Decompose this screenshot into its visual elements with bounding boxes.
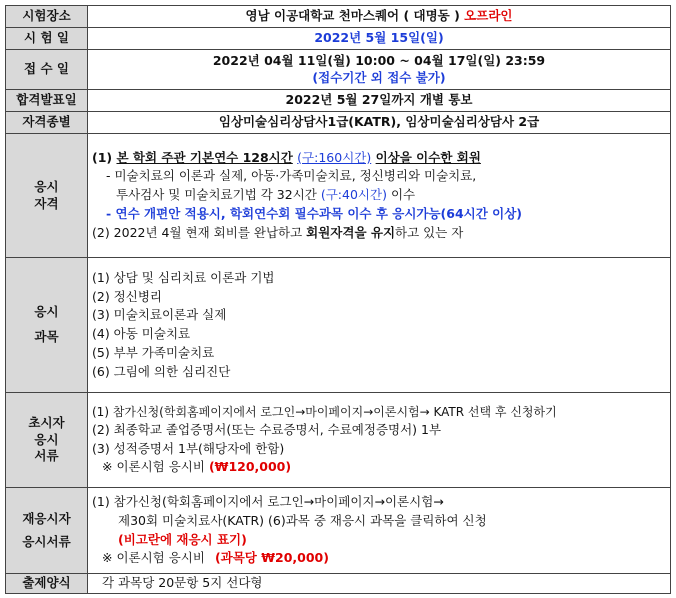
eligibility-item-1: (1) 본 학회 주관 기본연수 128시간 (구:160시간) 이상을 이수한 회원 <box>92 149 481 165</box>
retake-docs-line-2: 제30회 미술치료사(KATR) (6)과목 중 재응시 과목을 클릭하여 신청 <box>118 512 487 528</box>
eligibility-label: 응시 자격 <box>6 134 88 258</box>
first-docs-fee: ※ 이론시험 응시비 (₩120,000) <box>102 459 292 475</box>
application-value <box>88 50 671 90</box>
row-subjects <box>6 258 671 393</box>
row-eligibility <box>6 134 671 258</box>
eligibility-content <box>88 134 671 258</box>
retake-docs-line-1: (1) 참가신청(학회홈페이지에서 로그인→마이페이지→이론시험→ <box>92 494 444 509</box>
row-announcement <box>6 90 671 112</box>
venue-text: 영남 이공대학교 천마스퀘어 ( 대명동 ) <box>245 8 460 24</box>
exam-date-value: 2022년 5월 15일(일) <box>88 28 671 50</box>
eligibility-sub-1a: - 미술치료의 이론과 실제, 아동·가족미술치료, 정신병리와 미술치료, <box>106 168 477 184</box>
first-docs-item: (1) 참가신청(학회홈페이지에서 로그인→마이페이지→이론시험→ KATR 선택 후 신청하기 <box>92 404 557 419</box>
first-docs-label: 초시자 응시 서류 <box>6 393 88 488</box>
venue-label: 시험장소 <box>6 6 88 28</box>
first-docs-content <box>88 393 671 488</box>
retake-docs-content <box>88 488 671 574</box>
first-docs-item: (3) 성적증명서 1부(해당자에 한함) <box>92 440 285 456</box>
row-cert-type <box>6 112 671 134</box>
subject-item: (1) 상담 및 심리치료 이론과 기법 <box>92 269 275 285</box>
row-first-docs <box>6 393 671 488</box>
retake-docs-note: (비고란에 재응시 표기) <box>118 531 247 547</box>
exam-info-table <box>5 5 671 594</box>
exam-date-label: 시 험 일 <box>6 28 88 50</box>
subject-item: (3) 미술치료이론과 실제 <box>92 307 227 323</box>
application-note: (접수기간 외 접수 불가) <box>312 69 446 85</box>
format-value: 각 과목당 20문항 5지 선다형 <box>88 574 671 594</box>
subject-item: (4) 아동 미술치료 <box>92 326 191 341</box>
eligibility-sub-2: - 연수 개편안 적용시, 학회연수회 필수과목 이수 후 응시가능(64시간 이상) <box>106 205 523 221</box>
row-venue <box>6 6 671 28</box>
cert-type-label: 자격종별 <box>6 112 88 134</box>
retake-docs-label: 재응시자 응시서류 <box>6 488 88 574</box>
eligibility-sub-1b: 투사검사 및 미술치료기법 각 32시간 (구:40시간) 이수 <box>116 187 416 203</box>
subject-item: (5) 부부 가족미술치료 <box>92 344 215 360</box>
subject-item: (6) 그림에 의한 심리진단 <box>92 363 231 379</box>
subject-item: (2) 정신병리 <box>92 288 162 304</box>
cert-type-value: 임상미술심리상담사1급(KATR), 임상미술심리상담사 2급 <box>88 112 671 134</box>
announcement-label: 합격발표일 <box>6 90 88 112</box>
eligibility-item-2: (2) 2022년 4월 현재 회비를 완납하고 회원자격을 유지하고 있는 자 <box>92 224 464 240</box>
row-format <box>6 574 671 594</box>
venue-extra: 오프라인 <box>464 8 513 24</box>
first-docs-item: (2) 최종학교 졸업증명서(또는 수료증명서, 수료예정증명서) 1부 <box>92 421 442 437</box>
venue-value <box>88 6 671 28</box>
application-period: 2022년 04월 11일(월) 10:00 ~ 04월 17일(일) 23:59 <box>212 52 546 68</box>
row-retake-docs <box>6 488 671 574</box>
subjects-content <box>88 258 671 393</box>
application-label: 접 수 일 <box>6 50 88 90</box>
retake-docs-fee: ※ 이론시험 응시비 (과목당 ₩20,000) <box>102 550 329 566</box>
row-exam-date <box>6 28 671 50</box>
row-application <box>6 50 671 90</box>
format-label: 출제양식 <box>6 574 88 594</box>
announcement-value: 2022년 5월 27일까지 개별 통보 <box>88 90 671 112</box>
subjects-label: 응시 과목 <box>6 258 88 393</box>
